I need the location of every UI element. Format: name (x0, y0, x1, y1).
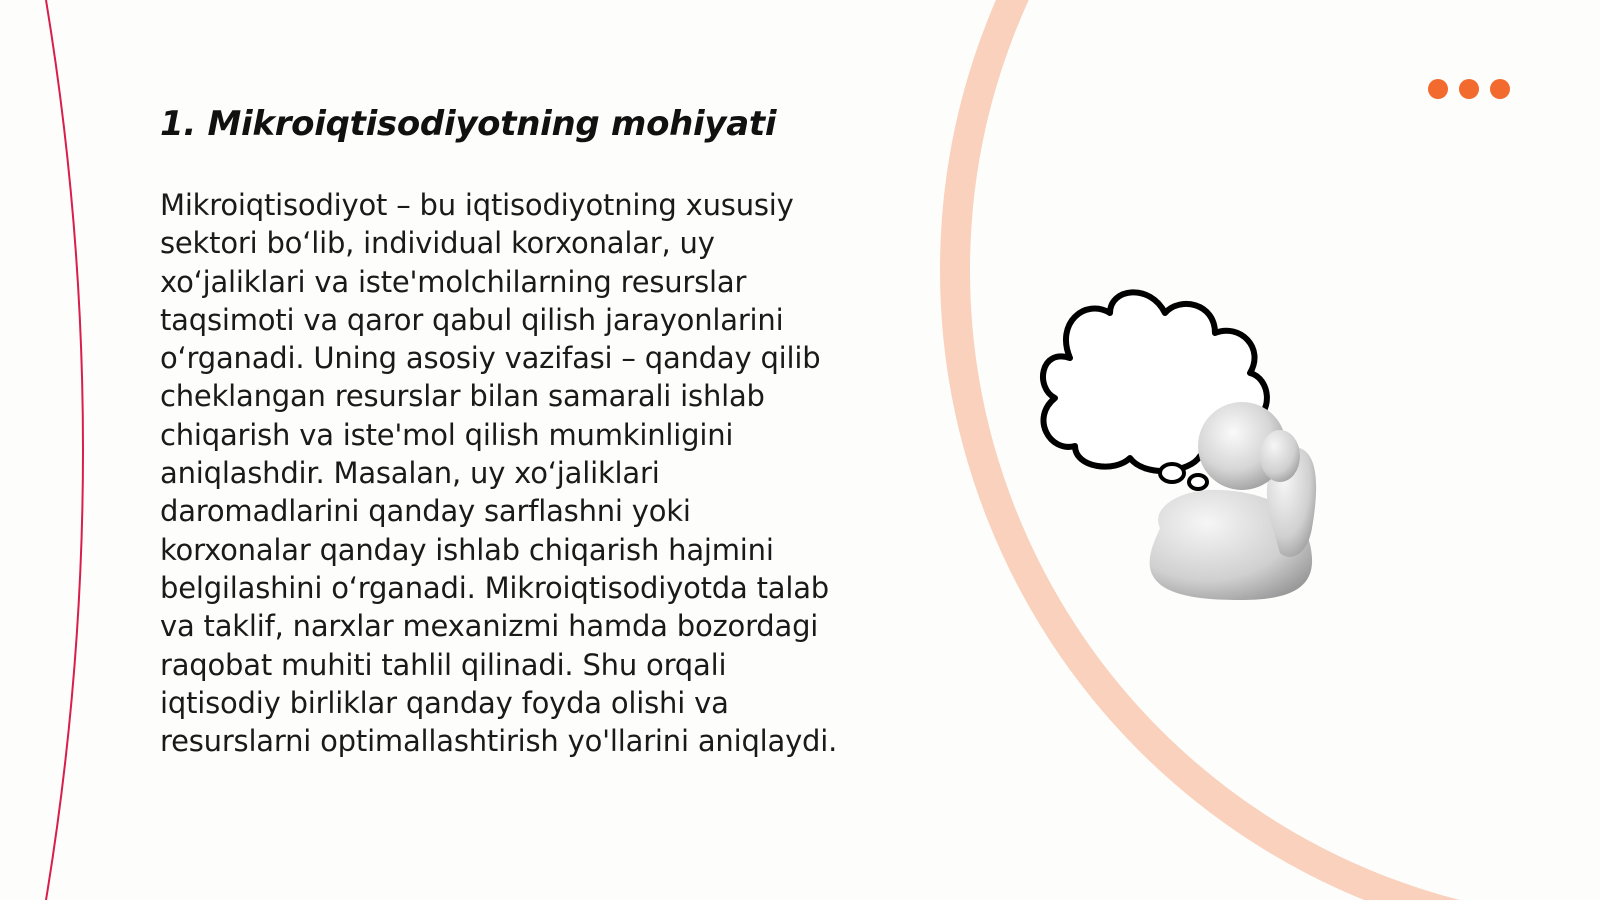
slide-title: 1. Mikroiqtisodiyotning mohiyati (160, 104, 777, 144)
thinking-person-with-thought-bubble-icon (1030, 278, 1350, 618)
three-dots-icon (1428, 79, 1510, 99)
slide-body-text: Mikroiqtisodiyot – bu iqtisodiyotning xususiy sektori bo‘lib, individual korxonalar, uy xo‘jaliklari va iste'molchilarning resurslar taqsimoti va qaror qabul qilish jarayonlarini o‘rganadi. Uning asosiy vazifasi – qanday qilib cheklangan resurslar bilan samarali ishlab chiqarish va iste'mol qilish mumkinligini aniqlashdir. Masalan, uy xo‘jaliklari daromadlarini qanday sarflashni yoki korxonalar qanday ishlab chiqarish hajmini belgilashini o‘rganadi. Mikroiqtisodiyotda talab va taklif, narxlar mexanizmi hamda bozordagi raqobat muhiti tahlil qilinadi. Shu orqali iqtisodiy birliklar qanday foyda olishi va resurslarni optimallashtirish yo'llarini aniqlaydi. (160, 188, 838, 759)
dot (1428, 79, 1448, 99)
dot (1490, 79, 1510, 99)
dot (1459, 79, 1479, 99)
